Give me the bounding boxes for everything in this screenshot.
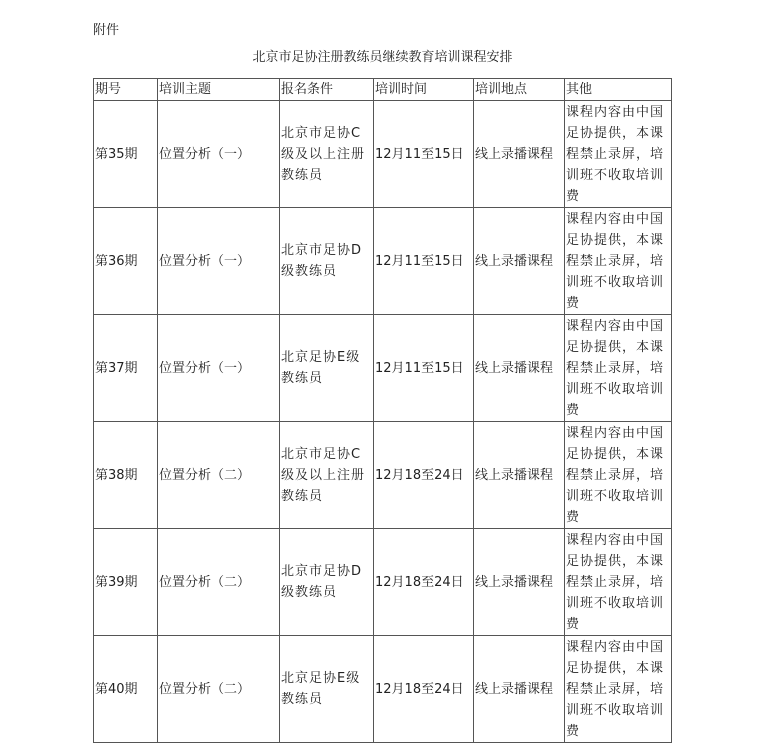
table-row [94,315,672,422]
time-cell: 12月11至15日 [374,101,474,208]
header-other: 其他 [565,79,672,101]
period-cell: 第36期 [94,208,158,315]
period-cell: 第38期 [94,422,158,529]
other-cell: 课程内容由中国足协提供，本课程禁止录屏，培训班不收取培训费 [565,422,672,529]
location-cell: 线上录播课程 [474,101,565,208]
document-title: 北京市足协注册教练员继续教育培训课程安排 [252,50,513,65]
time-cell: 12月18至24日 [374,422,474,529]
table-row [94,529,672,636]
header-time: 培训时间 [374,79,474,101]
course-schedule-table [93,78,672,743]
condition-cell: 北京市足协C级及以上注册教练员 [280,422,374,529]
topic-cell: 位置分析（二） [158,636,280,743]
period-cell: 第37期 [94,315,158,422]
location-cell: 线上录播课程 [474,636,565,743]
header-location: 培训地点 [474,79,565,101]
attachment-label: 附件 [93,23,120,38]
table-row [94,422,672,529]
header-topic: 培训主题 [158,79,280,101]
condition-cell: 北京市足协C级及以上注册教练员 [280,101,374,208]
header-period: 期号 [94,79,158,101]
other-cell: 课程内容由中国足协提供，本课程禁止录屏，培训班不收取培训费 [565,208,672,315]
condition-cell: 北京市足协D级教练员 [280,208,374,315]
other-cell: 课程内容由中国足协提供，本课程禁止录屏，培训班不收取培训费 [565,101,672,208]
time-cell: 12月11至15日 [374,208,474,315]
time-cell: 12月11至15日 [374,315,474,422]
period-cell: 第35期 [94,101,158,208]
location-cell: 线上录播课程 [474,422,565,529]
header-condition: 报名条件 [280,79,374,101]
topic-cell: 位置分析（二） [158,422,280,529]
table-row [94,208,672,315]
table-row [94,636,672,743]
time-cell: 12月18至24日 [374,636,474,743]
condition-cell: 北京足协E级教练员 [280,636,374,743]
topic-cell: 位置分析（一） [158,101,280,208]
topic-cell: 位置分析（一） [158,208,280,315]
other-cell: 课程内容由中国足协提供，本课程禁止录屏，培训班不收取培训费 [565,529,672,636]
other-cell: 课程内容由中国足协提供，本课程禁止录屏，培训班不收取培训费 [565,636,672,743]
topic-cell: 位置分析（一） [158,315,280,422]
period-cell: 第40期 [94,636,158,743]
location-cell: 线上录播课程 [474,315,565,422]
condition-cell: 北京市足协D级教练员 [280,529,374,636]
other-cell: 课程内容由中国足协提供，本课程禁止录屏，培训班不收取培训费 [565,315,672,422]
condition-cell: 北京足协E级教练员 [280,315,374,422]
topic-cell: 位置分析（二） [158,529,280,636]
table-row [94,101,672,208]
table-header-row [94,79,672,101]
time-cell: 12月18至24日 [374,529,474,636]
location-cell: 线上录播课程 [474,208,565,315]
period-cell: 第39期 [94,529,158,636]
location-cell: 线上录播课程 [474,529,565,636]
